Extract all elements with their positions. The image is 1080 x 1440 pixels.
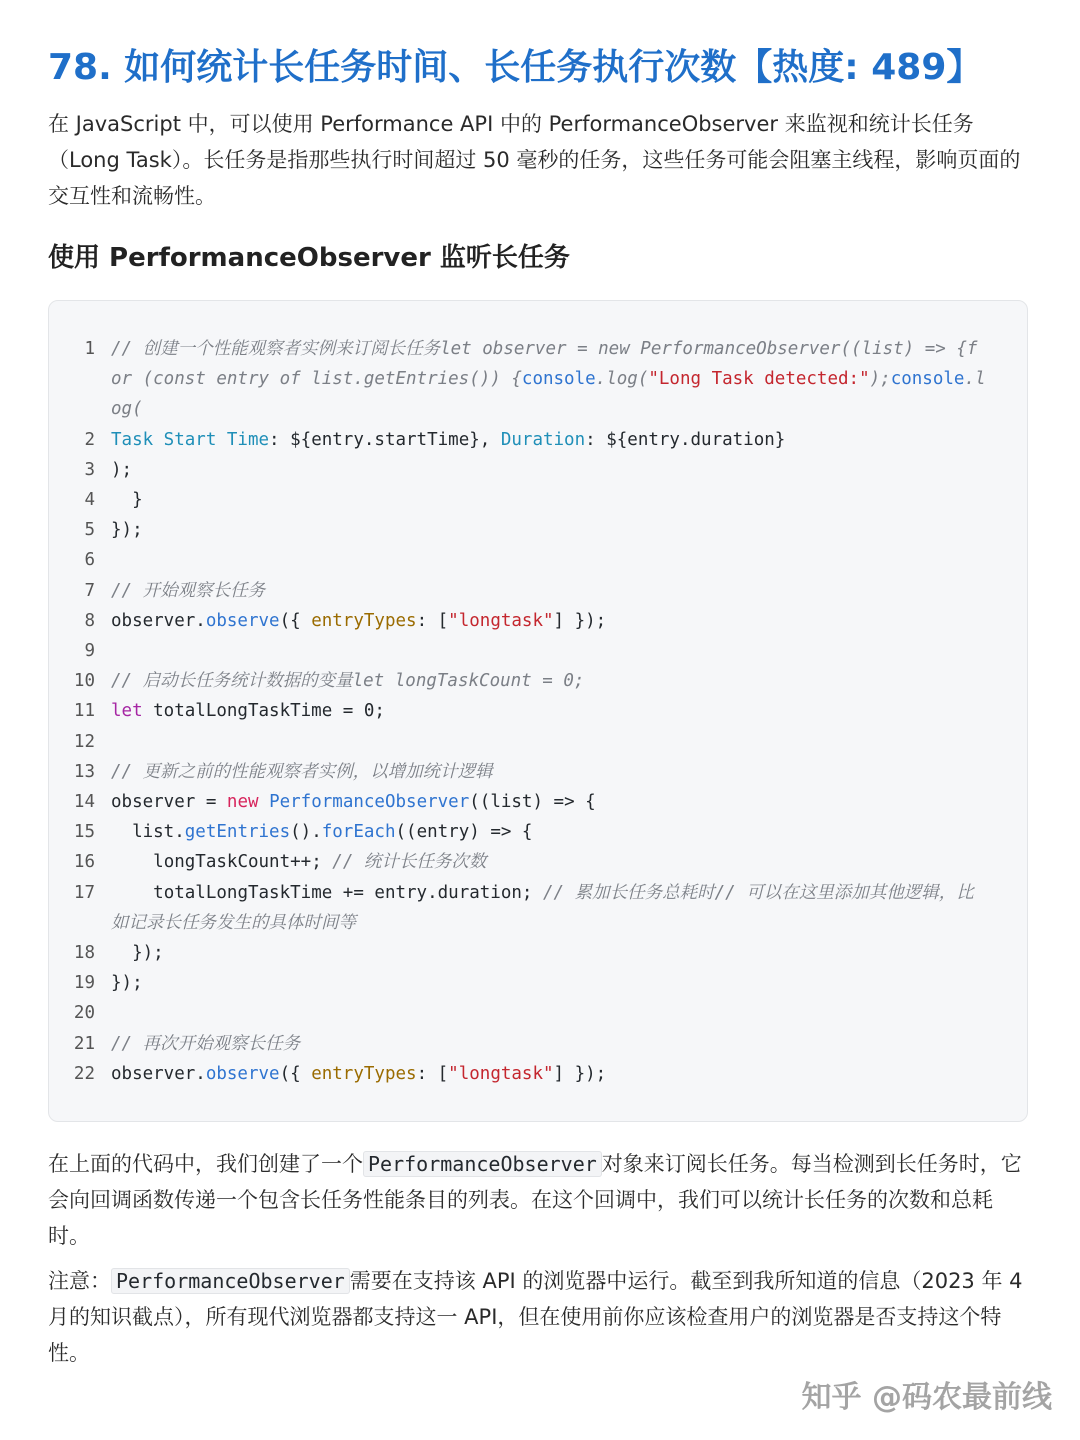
line-number: 13	[73, 761, 95, 782]
code-text	[111, 1059, 1027, 1089]
code-token: list.	[111, 822, 185, 843]
code-token: });	[111, 973, 143, 994]
code-token: forEach	[321, 822, 396, 843]
code-token: // 更新之前的性能观察者实例，以增加统计逻辑	[111, 761, 493, 782]
intro-paragraph: 在 JavaScript 中，可以使用 Performance API 中的 PerformanceObserver 来监视和统计长任务（Long Task）。长任务是指那些执行时间超过 50 毫秒的任务，这些任务可能会阻塞主线程，影响页面的交互性和流畅性。	[48, 112, 1021, 208]
code-token: new	[226, 792, 259, 813]
inline-code: PerformanceObserver	[363, 1151, 602, 1177]
line-number: 2	[84, 429, 95, 450]
code-token: // 开始观察长任务	[111, 580, 266, 601]
code-token: // 统计长任务次数	[332, 852, 487, 873]
code-text	[111, 878, 1027, 938]
code-token: observer =	[111, 792, 227, 813]
line-number: 16	[73, 852, 95, 873]
code-text	[111, 787, 1027, 817]
code-text	[111, 334, 1027, 425]
code-token	[259, 792, 270, 812]
note-text: 需要在支持该 API 的浏览器中运行。截至到我所知道的信息（2023 年 4 月的知识截点），所有现代浏览器都支持这一 API，但在使用前你应该检查用户的浏览器是否支持这个特性。	[48, 1269, 1023, 1365]
code-token: }	[111, 490, 143, 511]
code-line	[49, 938, 1027, 968]
code-token: });	[111, 520, 143, 541]
inline-code: PerformanceObserver	[111, 1268, 350, 1294]
article-title: 78. 如何统计长任务时间、长任务执行次数【热度: 489】	[48, 47, 983, 88]
code-token: PerformanceObserver	[269, 792, 470, 813]
code-token: .log(	[111, 369, 986, 420]
code-text	[111, 485, 1027, 515]
note-label: 注意：	[48, 1269, 111, 1293]
code-token: Task Start Time	[111, 429, 270, 450]
line-number: 9	[84, 641, 95, 662]
code-line	[49, 515, 1027, 545]
code-token: entryTypes	[311, 1063, 417, 1084]
explanation-paragraph	[48, 1146, 1028, 1254]
code-token: entryTypes	[311, 610, 417, 631]
code-token: : [	[416, 610, 449, 631]
line-number: 21	[73, 1033, 95, 1054]
code-token: .log(	[595, 369, 649, 390]
code-text	[111, 425, 1027, 455]
code-line	[49, 968, 1027, 998]
code-token: observe	[205, 1063, 280, 1084]
code-text	[111, 817, 1027, 847]
code-token: "longtask"	[448, 610, 554, 631]
code-token: observer.	[111, 1063, 206, 1084]
line-number: 14	[73, 792, 95, 813]
code-line	[49, 878, 1027, 938]
code-token: );	[869, 369, 891, 390]
code-line	[49, 696, 1027, 726]
code-token: // 再次开始观察长任务	[111, 1033, 301, 1054]
code-line	[49, 817, 1027, 847]
line-number: 15	[73, 822, 95, 843]
code-line	[49, 334, 1027, 425]
code-line	[49, 606, 1027, 636]
code-token: let	[111, 701, 143, 722]
line-number: 20	[73, 1003, 95, 1024]
code-token: // 累加长任务总耗时// 可以在这里添加其他逻辑，比如记录长任务发生的具体时间等	[111, 882, 974, 933]
line-number: 10	[73, 671, 95, 692]
code-block	[48, 300, 1028, 1122]
code-text	[111, 455, 1027, 485]
code-text	[111, 696, 1027, 726]
line-number: 7	[84, 580, 95, 601]
code-line	[49, 636, 1027, 666]
line-number: 22	[73, 1063, 95, 1084]
line-number: 19	[73, 973, 95, 994]
code-text	[111, 636, 1027, 666]
line-number: 11	[73, 701, 95, 722]
code-line	[49, 455, 1027, 485]
line-number: 18	[73, 943, 95, 964]
code-text	[111, 1029, 1027, 1059]
code-line	[49, 1029, 1027, 1059]
explanation-text-after: 对象来订阅长任务。每当检测到长任务时，它会向回调函数传递一个包含长任务性能条目的列表。在这个回调中，我们可以统计长任务的次数和总耗时。	[48, 1152, 1022, 1248]
line-number: 12	[73, 731, 95, 752]
code-text	[111, 757, 1027, 787]
line-number: 3	[84, 459, 95, 480]
code-text	[111, 968, 1027, 998]
code-token: "Long Task detected:"	[648, 369, 870, 390]
code-text	[111, 515, 1027, 545]
code-token: observe	[205, 610, 280, 631]
code-text	[111, 576, 1027, 606]
code-token: "longtask"	[448, 1063, 554, 1084]
code-token: ] });	[553, 1063, 607, 1084]
code-text	[111, 847, 1027, 877]
code-token: totalLongTaskTime = 0;	[142, 701, 385, 722]
code-token: : ${entry.duration}	[585, 429, 786, 450]
code-line	[49, 787, 1027, 817]
code-text	[111, 998, 1027, 1028]
line-number: 5	[84, 520, 95, 541]
code-line	[49, 666, 1027, 696]
code-token: ({	[279, 610, 312, 631]
code-token: ().	[290, 822, 322, 843]
note-paragraph	[48, 1263, 1028, 1371]
line-number: 1	[84, 339, 95, 359]
code-token: : ${entry.startTime},	[269, 429, 501, 450]
code-token: ((list) => {	[469, 792, 596, 813]
code-token: ] });	[553, 610, 607, 631]
code-line	[49, 425, 1027, 455]
code-line	[49, 727, 1027, 757]
code-line	[49, 576, 1027, 606]
code-token: console	[521, 369, 596, 390]
code-token: ((entry) => {	[395, 822, 533, 843]
code-text	[111, 606, 1027, 636]
line-number: 6	[84, 550, 95, 571]
code-token: observer.	[111, 610, 206, 631]
line-number: 8	[84, 610, 95, 631]
code-line	[49, 545, 1027, 575]
code-line	[49, 485, 1027, 515]
code-text	[111, 938, 1027, 968]
code-text	[111, 545, 1027, 575]
code-token: Duration	[500, 429, 586, 450]
section-heading: 使用 PerformanceObserver 监听长任务	[48, 243, 570, 273]
line-number: 4	[84, 490, 95, 511]
code-lines	[49, 334, 1027, 1089]
code-token: getEntries	[184, 822, 291, 843]
code-token: : [	[416, 1063, 449, 1084]
code-token: longTaskCount++;	[111, 852, 333, 873]
code-token: console	[890, 369, 965, 390]
code-token: });	[111, 943, 164, 964]
code-line	[49, 757, 1027, 787]
code-token: ({	[279, 1063, 312, 1084]
code-token: // 创建一个性能观察者实例来订阅长任务let observer = new PerformanceObserver((list) => {for (const entry of list.getEntries()) {	[111, 339, 978, 390]
line-number: 17	[73, 882, 95, 903]
code-text	[111, 666, 1027, 696]
code-line	[49, 847, 1027, 877]
code-text	[111, 727, 1027, 757]
code-token: // 启动长任务统计数据的变量let longTaskCount = 0;	[111, 671, 585, 692]
code-token: totalLongTaskTime += entry.duration;	[111, 882, 543, 903]
code-token: );	[111, 459, 133, 480]
code-line	[49, 1059, 1027, 1089]
explanation-text-before: 在上面的代码中，我们创建了一个	[48, 1152, 363, 1176]
code-line	[49, 998, 1027, 1028]
watermark: 知乎 @码农最前线	[801, 1380, 1052, 1415]
